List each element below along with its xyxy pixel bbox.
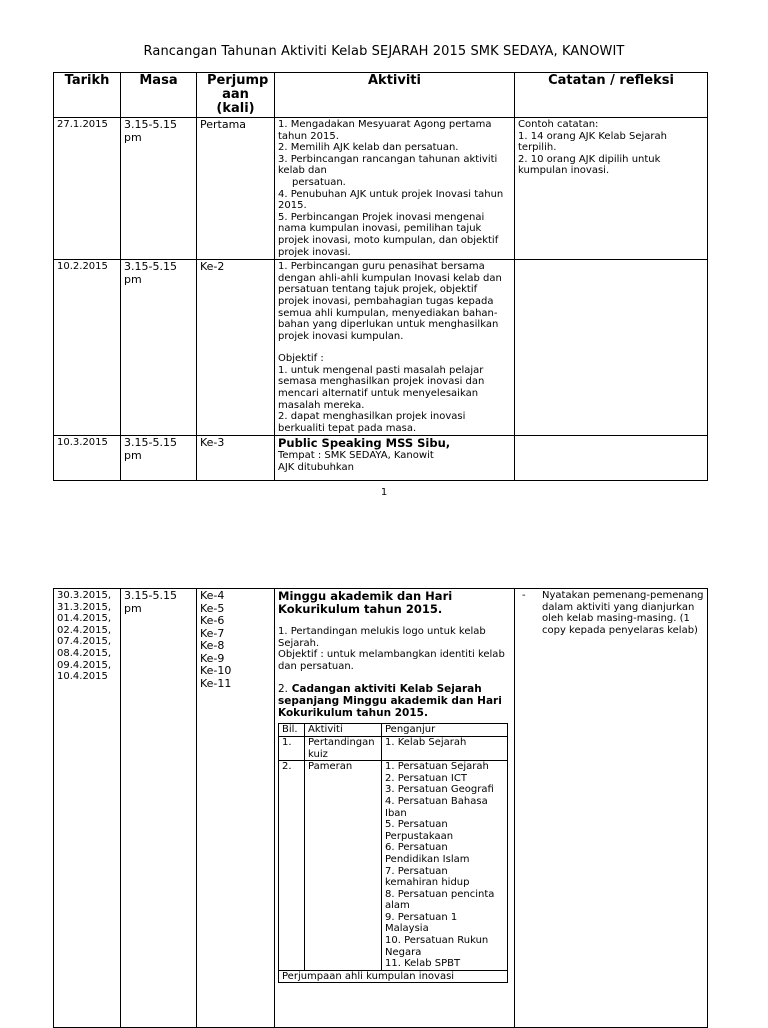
inner-header-penganjur: Penganjur	[382, 724, 508, 737]
aktiviti-line: 3. Perbincangan rancangan tahunan aktiviti kelab dan	[278, 153, 498, 177]
header-aktiviti: Aktiviti	[275, 73, 515, 118]
catatan-line: 1. 14 orang AJK Kelab Sejarah terpilih.	[518, 130, 667, 154]
aktiviti-line: Objektif :	[278, 353, 324, 365]
aktiviti-title: Minggu akademik dan Hari Kokurikulum tahun 2015.	[278, 589, 453, 616]
cell-masa: 3.15-5.15 pm	[121, 436, 197, 481]
cell-catatan	[515, 260, 708, 436]
perjumpaan-line: Ke-6	[200, 614, 225, 627]
aktiviti-line: 1. Perbincangan guru penasihat bersama dengan ahli-ahli kumpulan Inovasi kelab dan persatuan tentang tajuk projek, objektif projek inovasi, pembahagian tugas kepada semua ahli kumpulan, menyediakan bahan-bahan yang diperlukan untuk menghasilkan projek inovasi kumpulan.	[278, 261, 502, 342]
aktiviti-line: 2. dapat menghasilkan projek inovasi berkualiti tepat pada masa.	[278, 411, 466, 434]
aktiviti-line: AJK ditubuhkan	[278, 461, 355, 473]
cell-aktiviti	[275, 118, 515, 260]
aktiviti-title: Public Speaking MSS Sibu,	[278, 436, 451, 451]
catatan-text: Nyatakan pemenang-pemenang dalam aktiviti yang dianjurkan oleh kelab masing-masing. (1 copy kepada penyelaras kelab)	[542, 590, 704, 636]
cell-perjumpaan	[197, 589, 275, 1028]
perjumpaan-line: Ke-5	[200, 601, 225, 615]
header-perjumpaan: Perjump aan (kali)	[197, 73, 275, 118]
date-line: 10.4.2015	[57, 671, 108, 683]
activity-table-continued	[53, 588, 708, 1028]
date-line: 31.3.2015,	[57, 601, 112, 613]
aktiviti-line: 1. Pertandingan melukis logo untuk kelab Sejarah.	[278, 626, 486, 649]
inner-row	[279, 761, 508, 971]
aktiviti-line: 1. untuk mengenal pasti masalah pelajar semasa menghasilkan projek inovasi dan mencari alternatif untuk menyelesaikan masalah mereka.	[278, 364, 485, 411]
date-line: 02.4.2015,	[57, 624, 112, 636]
date-line: 09.4.2015,	[57, 659, 112, 671]
cell-catatan	[515, 436, 708, 481]
perjumpaan-line: Ke-11	[200, 676, 232, 690]
header-masa: Masa	[121, 73, 197, 118]
header-tarikh: Tarikh	[54, 73, 121, 118]
penganjur-line: 11. Kelab SPBT	[385, 958, 461, 970]
cell-catatan	[515, 118, 708, 260]
table-row	[54, 118, 708, 260]
inner-header-row	[279, 724, 508, 737]
cell-aktiviti	[275, 589, 515, 1028]
cell-catatan	[515, 589, 708, 1028]
inner-row	[279, 970, 508, 983]
inner-bil: 1.	[279, 736, 305, 760]
aktiviti-subtitle	[278, 683, 511, 719]
page-title: Rancangan Tahunan Aktiviti Kelab SEJARAH 2015 SMK SEDAYA, KANOWIT	[143, 44, 625, 59]
date-line: 30.3.2015,	[57, 590, 112, 601]
cell-masa: 3.15-5.15 pm	[121, 260, 197, 436]
date-line: 07.4.2015,	[57, 636, 112, 648]
catatan-line: 2. 10 orang AJK dipilih untuk kumpulan inovasi.	[518, 153, 661, 177]
perjumpaan-line: Ke-7	[200, 626, 225, 640]
date-line: 01.4.2015,	[57, 613, 112, 625]
inner-penganjur: 1. Kelab Sejarah	[382, 736, 508, 760]
table-row	[54, 260, 708, 436]
header-catatan: Catatan / refleksi	[515, 73, 708, 118]
cell-perjumpaan: Ke-3	[197, 436, 275, 481]
penganjur-line: 2. Persatuan ICT	[385, 772, 467, 784]
cell-masa: 3.15-5.15 pm	[121, 589, 197, 1028]
penganjur-line: 8. Persatuan pencinta alam	[385, 888, 495, 912]
cell-perjumpaan: Ke-2	[197, 260, 275, 436]
inner-last-row: Perjumpaan ahli kumpulan inovasi	[279, 970, 508, 983]
cell-aktiviti	[275, 260, 515, 436]
table-row	[54, 436, 708, 481]
aktiviti-line: Objektif : untuk melambangkan identiti kelab dan persatuan.	[278, 649, 505, 672]
penganjur-line: 7. Persatuan kemahiran hidup	[385, 865, 470, 889]
aktiviti-line: 2. Memilih AJK kelab dan persatuan.	[278, 142, 459, 154]
penganjur-line: 5. Persatuan Perpustakaan	[385, 819, 454, 842]
catatan-bullet	[518, 590, 704, 636]
catatan-line: Contoh catatan:	[518, 119, 599, 130]
page-number: 1	[380, 487, 388, 498]
penganjur-line: 3. Persatuan Geografi	[385, 784, 494, 796]
activity-table	[53, 72, 708, 481]
inner-row	[279, 736, 508, 760]
cell-tarikh	[54, 589, 121, 1028]
cell-perjumpaan: Pertama	[197, 118, 275, 260]
perjumpaan-line: Ke-9	[200, 651, 225, 665]
cell-tarikh: 27.1.2015	[54, 118, 121, 260]
perjumpaan-line: Ke-8	[200, 639, 225, 652]
inner-activity-table	[278, 723, 508, 983]
inner-penganjur	[382, 761, 508, 971]
inner-bil: 2.	[279, 761, 305, 971]
item-title: Cadangan aktiviti Kelab Sejarah sepanjang Minggu akademik dan Hari Kokurikulum tahun 2015.	[278, 683, 502, 720]
penganjur-line: 10. Persatuan Rukun Negara	[385, 935, 489, 958]
date-line: 08.4.2015,	[57, 647, 112, 659]
penganjur-line: 6. Persatuan Pendidikan Islam	[385, 842, 470, 865]
aktiviti-line: 5. Perbincangan Projek inovasi mengenai nama kumpulan inovasi, pemilihan tajuk projek inovasi, moto kumpulan, dan objektif projek inovasi.	[278, 211, 499, 258]
item-number: 2.	[278, 683, 289, 696]
aktiviti-line: persatuan.	[292, 176, 346, 188]
inner-aktiviti: Pertandingan kuiz	[305, 736, 382, 760]
inner-header-bil: Bil.	[279, 724, 305, 737]
cell-aktiviti	[275, 436, 515, 481]
inner-header-aktiviti: Aktiviti	[305, 724, 382, 737]
dash-bullet: -	[522, 590, 526, 601]
inner-aktiviti: Pameran	[305, 761, 382, 971]
cell-masa: 3.15-5.15 pm	[121, 118, 197, 260]
penganjur-line: 1. Persatuan Sejarah	[385, 761, 489, 773]
aktiviti-line: 1. Mengadakan Mesyuarat Agong pertama tahun 2015.	[278, 119, 492, 142]
perjumpaan-line: Ke-10	[200, 664, 232, 677]
table-row	[54, 589, 708, 1028]
table-header-row	[54, 73, 708, 118]
aktiviti-line: 4. Penubuhan AJK untuk projek Inovasi tahun 2015.	[278, 188, 504, 212]
perjumpaan-line: Ke-4	[200, 589, 225, 602]
aktiviti-line: Tempat : SMK SEDAYA, Kanowit	[278, 449, 434, 461]
cell-tarikh: 10.2.2015	[54, 260, 121, 436]
penganjur-line: 9. Persatuan 1 Malaysia	[385, 911, 458, 935]
cell-tarikh: 10.3.2015	[54, 436, 121, 481]
penganjur-line: 4. Persatuan Bahasa Iban	[385, 795, 488, 819]
